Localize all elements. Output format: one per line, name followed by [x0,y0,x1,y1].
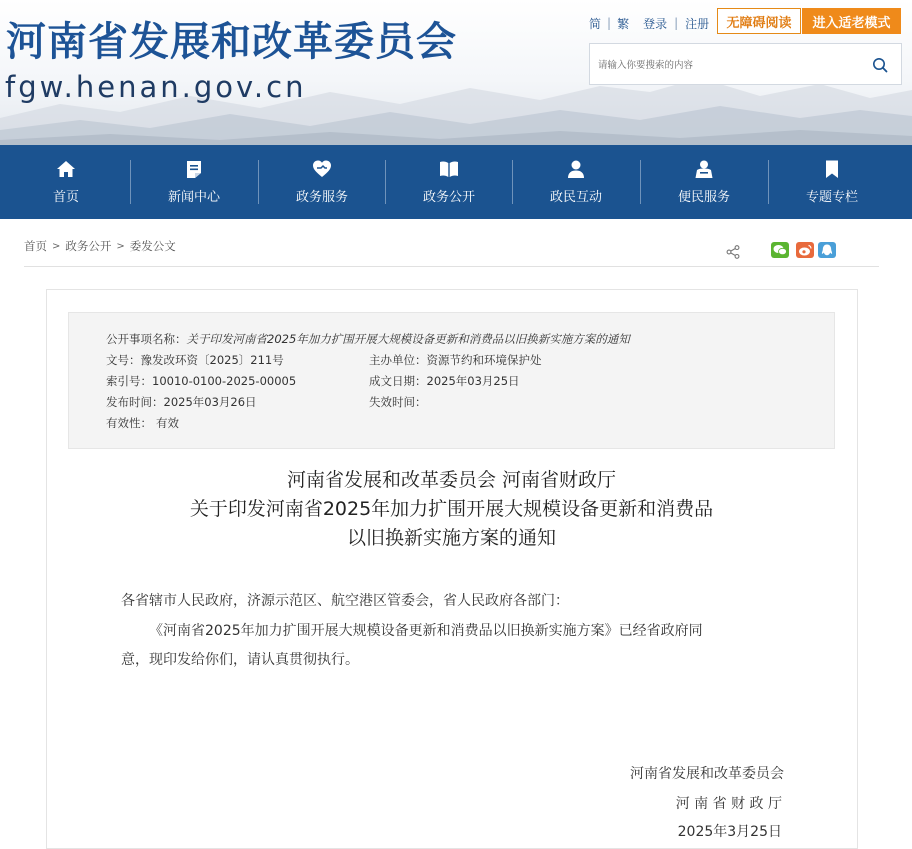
signature-date: 2025年3月25日 [677,824,782,840]
user-icon [566,159,586,179]
site-domain: fgw.henan.gov.cn [5,70,307,104]
meta-row-sponsor [369,352,542,368]
nav-item-convenience[interactable] [640,145,768,219]
meta-row-title [106,331,630,347]
breadcrumb [24,238,176,254]
document-meta-box [68,312,835,449]
document-salutation: 各省辖市人民政府，济源示范区、航空港区管委会，省人民政府各部门： [121,593,569,609]
signature-org: 河南省发展和改革委员会 [630,766,784,782]
meta-title-label: 公开事项名称： [106,332,187,346]
meta-expire-label: 失效时间： [369,395,427,409]
breadcrumb-documents[interactable]: 委发公文 [129,239,176,253]
breadcrumb-gov-open[interactable]: 政务公开 [65,239,112,253]
nav-item-label: 便民服务 [677,190,730,205]
nav-item-interaction[interactable] [512,145,640,219]
main-nav [0,145,912,219]
wechat-share-icon[interactable] [771,242,789,258]
meta-created-value: 2025年03月25日 [426,374,520,388]
register-link[interactable]: 注册 [685,16,710,31]
people-icon [694,159,714,179]
breadcrumb-divider [24,266,879,267]
meta-index-label: 索引号： [106,374,152,388]
meta-row-validity [106,415,179,431]
nav-item-label: 政务服务 [295,190,348,205]
meta-row-doc-no [106,352,284,368]
meta-published-label: 发布时间： [106,395,164,409]
site-header [0,0,912,145]
nav-item-label: 专题专栏 [805,190,858,205]
login-link[interactable]: 登录 [643,16,668,31]
service-icon [312,159,332,179]
meta-published-value: 2025年03月26日 [163,395,257,409]
meta-sponsor-value: 资源节约和环境保护处 [426,353,542,367]
document-title-line: 关于印发河南省2025年加力扩围开展大规模设备更新和消费品 [189,498,714,520]
nav-item-special[interactable] [768,145,896,219]
meta-index-value: 10010-0100-2025-00005 [152,374,297,388]
accessible-reading-button[interactable]: 无障碍阅读 [717,8,801,34]
meta-sponsor-label: 主办单位： [369,353,427,367]
nav-item-label: 政务公开 [422,190,475,205]
document-body-line: 《河南省2025年加力扩围开展大规模设备更新和消费品以旧换新实施方案》已经省政府同 [149,623,703,639]
breadcrumb-home[interactable]: 首页 [24,239,47,253]
meta-row-index [106,373,296,389]
qq-share-icon[interactable] [818,242,836,258]
bookmark-icon [822,159,842,179]
lang-traditional-link[interactable]: 繁 [617,16,630,31]
breadcrumb-separator: > [52,240,61,252]
meta-validity-label: 有效性： [106,416,152,430]
nav-item-label: 政民互动 [549,190,602,205]
nav-item-gov-open[interactable] [385,145,513,219]
meta-row-published [106,394,257,410]
elder-mode-button[interactable]: 进入适老模式 [802,8,901,34]
signature-org: 河 南 省 财 政 厅 [675,796,782,812]
news-icon [184,159,204,179]
top-links [589,13,709,33]
meta-row-expire [369,394,427,410]
meta-doc-no-value: 豫发改环资〔2025〕211号 [140,353,284,367]
search-box [589,43,902,85]
meta-created-label: 成文日期： [369,374,427,388]
nav-item-label: 首页 [52,190,79,205]
lang-simplified-link[interactable]: 简 [589,16,602,31]
nav-item-label: 新闻中心 [167,190,220,205]
nav-item-home[interactable] [2,145,130,219]
nav-item-news[interactable] [130,145,258,219]
breadcrumb-separator: > [116,240,125,252]
document-body-line: 意，现印发给你们，请认真贯彻执行。 [121,652,359,668]
nav-item-service[interactable] [258,145,386,219]
share-icon[interactable] [726,245,740,259]
document-title [68,466,835,553]
site-title: 河南省发展和改革委员会 [6,19,457,65]
search-icon[interactable] [871,56,889,74]
meta-doc-no-label: 文号： [106,353,141,367]
document-title-line: 河南省发展和改革委员会 河南省财政厅 [286,469,617,491]
document-title-line: 以旧换新实施方案的通知 [346,527,556,549]
search-input[interactable] [596,54,860,76]
divider: | [607,16,612,30]
meta-row-created [369,373,520,389]
home-icon [56,159,76,179]
weibo-share-icon[interactable] [796,242,814,258]
book-icon [439,159,459,179]
divider: | [674,16,679,30]
meta-title-value: 关于印发河南省2025年加力扩围开展大规模设备更新和消费品以旧换新实施方案的通知 [186,332,630,346]
meta-validity-value: 有效 [156,416,179,430]
